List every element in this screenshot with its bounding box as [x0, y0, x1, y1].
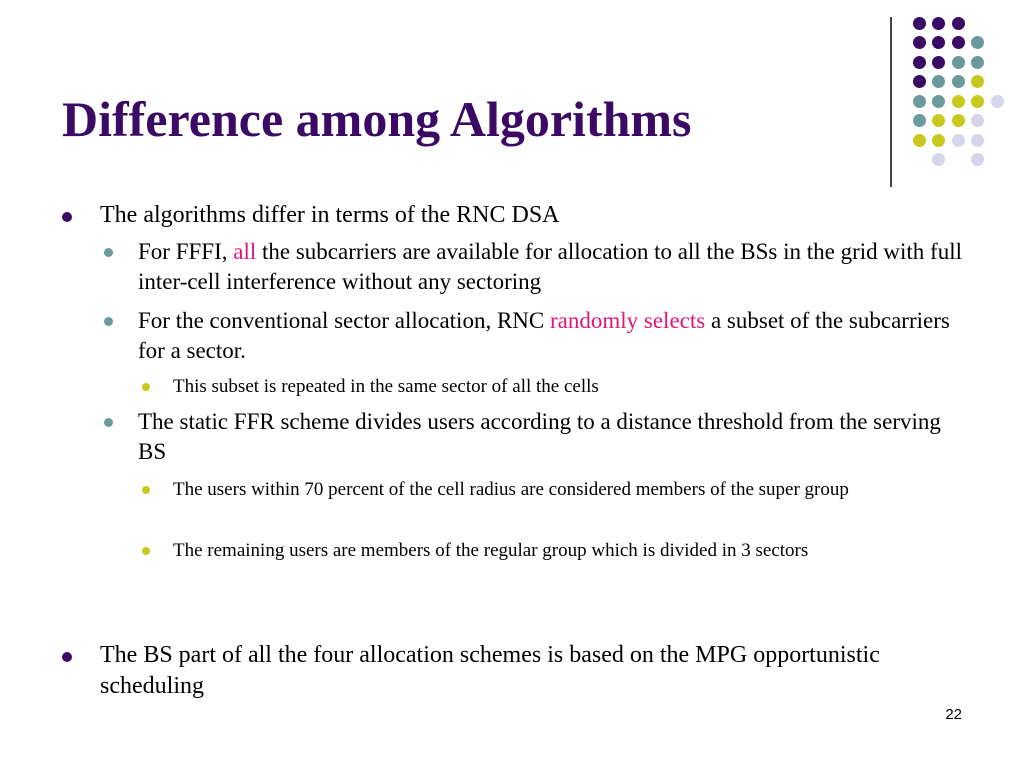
bullet-text: The algorithms differ in terms of the RNC DSA [100, 202, 560, 228]
decorative-dot-icon [913, 17, 926, 30]
bullet-text: This subset is repeated in the same sector of all the cells [173, 376, 599, 397]
bullet-text: the subcarriers are available for allocation to all the BSs in the grid with full inter-cell interference without any sectoring [138, 239, 962, 294]
decorative-dot-icon [952, 95, 965, 108]
bullet-item [100, 640, 970, 702]
bullet-marker-icon [104, 317, 113, 326]
decorative-dot-icon [991, 95, 1004, 108]
bullet-marker-icon [62, 212, 72, 222]
decorative-dot-icon [913, 56, 926, 69]
bullet-text: For the conventional sector allocation, RNC [138, 308, 550, 333]
bullet-marker-icon [142, 547, 150, 555]
decorative-dot-icon [971, 56, 984, 69]
highlighted-text: randomly selects [550, 308, 706, 333]
decorative-dot-icon [971, 134, 984, 147]
decorative-dot-icon [971, 153, 984, 166]
decorative-dot-icon [932, 56, 945, 69]
decorative-dot-icon [932, 95, 945, 108]
sub-sub-bullet-item [173, 477, 973, 503]
sub-sub-bullet-item [173, 538, 973, 564]
decorative-dot-icon [952, 17, 965, 30]
decorative-dot-icon [952, 75, 965, 88]
bullet-text: a subset of the subcarriers for a sector. [138, 308, 950, 363]
decorative-dot-icon [932, 134, 945, 147]
bullet-marker-icon [142, 383, 150, 391]
sub-sub-bullet-item [173, 374, 973, 400]
sub-bullet-item [138, 306, 968, 366]
decorative-dot-icon [932, 36, 945, 49]
decorative-dot-icon [913, 134, 926, 147]
bullet-text: For FFFI, [138, 239, 234, 264]
decorative-dot-icon [932, 114, 945, 127]
slide-title: Difference among Algorithms [62, 91, 692, 147]
decorative-dot-icon [971, 114, 984, 127]
decorative-dot-icon [971, 95, 984, 108]
decorative-dot-icon [971, 36, 984, 49]
decorative-dot-icon [952, 36, 965, 49]
decorative-dot-icon [932, 75, 945, 88]
decorative-dot-icon [952, 114, 965, 127]
highlighted-text: all [233, 239, 257, 264]
decorative-dot-icon [932, 153, 945, 166]
divider-line [890, 17, 892, 187]
bullet-item [100, 200, 970, 231]
decorative-dot-icon [952, 134, 965, 147]
bullet-marker-icon [142, 486, 150, 494]
decorative-dot-icon [913, 75, 926, 88]
sub-bullet-item [138, 407, 968, 467]
bullet-text: The BS part of all the four allocation schemes is based on the MPG opportunistic scheduling [100, 642, 880, 699]
bullet-marker-icon [104, 248, 113, 257]
page-number: 22 [945, 706, 962, 723]
bullet-text: The static FFR scheme divides users according to a distance threshold from the serving BS [138, 409, 941, 464]
bullet-text: The users within 70 percent of the cell radius are considered members of the super group [173, 479, 849, 500]
decorative-dot-icon [971, 75, 984, 88]
sub-bullet-item [138, 237, 968, 297]
bullet-marker-icon [104, 418, 113, 427]
bullet-marker-icon [62, 652, 72, 662]
decorative-dot-icon [952, 56, 965, 69]
decorative-dot-icon [913, 114, 926, 127]
decorative-dot-icon [932, 17, 945, 30]
bullet-text: The remaining users are members of the regular group which is divided in 3 sectors [173, 540, 809, 561]
decorative-dot-icon [913, 36, 926, 49]
decorative-dot-icon [913, 95, 926, 108]
